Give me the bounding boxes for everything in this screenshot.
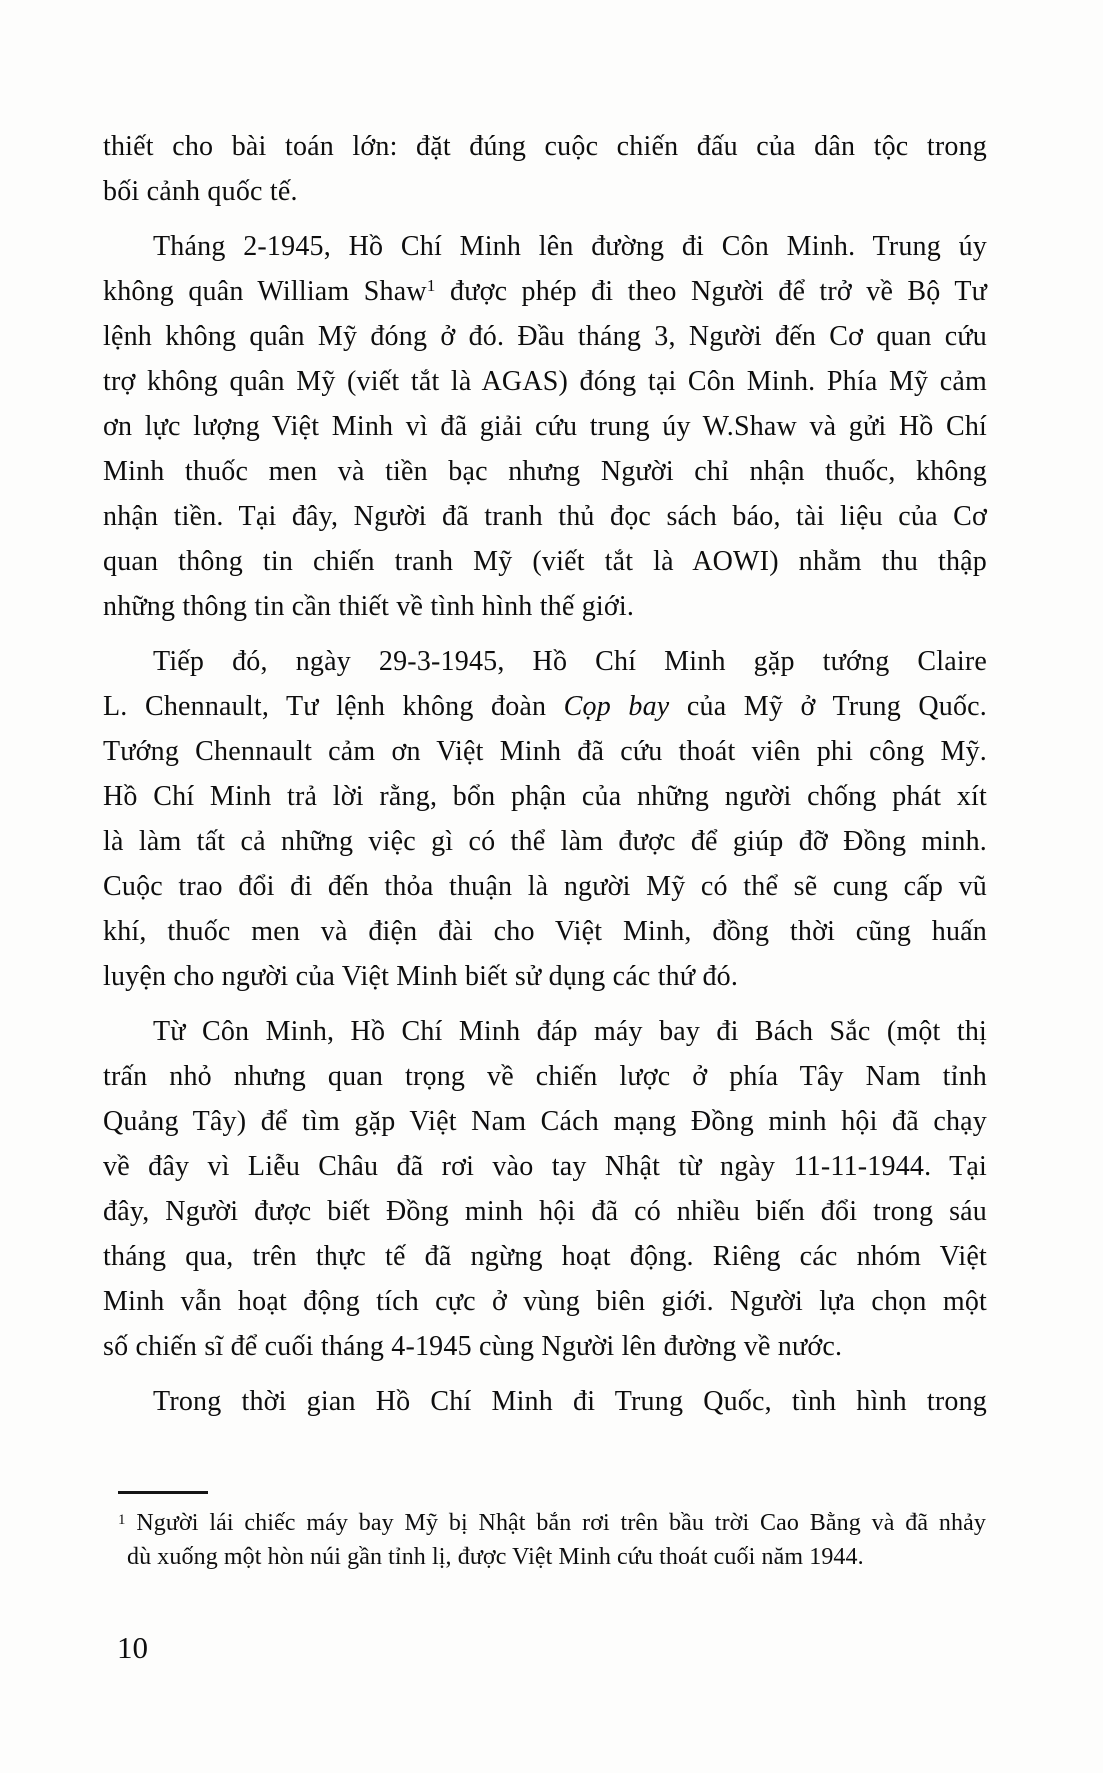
text-line <box>103 539 987 584</box>
text-segment: Người lái chiếc máy bay Mỹ bị Nhật bắn rơi trên bầu trời Cao Bằng và đã nhảy <box>125 1510 986 1536</box>
text-segment: tháng qua, trên thực tế đã ngừng hoạt động. Riêng các nhóm Việt <box>103 1241 987 1272</box>
text-line <box>103 1234 987 1279</box>
text-line <box>103 269 987 314</box>
text-segment: L. Chennault, Tư lệnh không đoàn <box>103 691 564 722</box>
body-paragraph <box>103 124 987 214</box>
text-segment: của Mỹ ở Trung Quốc. <box>669 691 987 722</box>
text-line <box>103 124 987 169</box>
text-segment: Cuộc trao đổi đi đến thỏa thuận là người Mỹ có thể sẽ cung cấp vũ <box>103 871 987 902</box>
text-segment: Tiếp đó, ngày 29-3-1945, Hồ Chí Minh gặp tướng Claire <box>153 646 987 677</box>
text-line <box>103 774 987 819</box>
text-segment: Minh vẫn hoạt động tích cực ở vùng biên giới. Người lựa chọn một <box>103 1286 987 1317</box>
text-line <box>103 1279 987 1324</box>
text-line <box>103 1099 987 1144</box>
text-line <box>103 449 987 494</box>
text-line <box>103 359 987 404</box>
text-segment: trấn nhỏ nhưng quan trọng về chiến lược ở phía Tây Nam tỉnh <box>103 1061 987 1092</box>
footnote <box>118 1506 986 1574</box>
text-segment: quan thông tin chiến tranh Mỹ (viết tắt là AOWI) nhằm thu thập <box>103 546 987 577</box>
text-line <box>103 1144 987 1189</box>
text-segment: Từ Côn Minh, Hồ Chí Minh đáp máy bay đi Bách Sắc (một thị <box>153 1016 987 1047</box>
text-line <box>103 729 987 774</box>
text-line <box>103 954 987 999</box>
footnote-line <box>118 1506 986 1540</box>
text-line <box>103 314 987 359</box>
body-paragraph <box>103 224 987 629</box>
text-segment: Quảng Tây) để tìm gặp Việt Nam Cách mạng Đồng minh hội đã chạy <box>103 1106 987 1137</box>
text-segment: trợ không quân Mỹ (viết tắt là AGAS) đóng tại Côn Minh. Phía Mỹ cảm <box>103 366 987 397</box>
text-line <box>103 494 987 539</box>
text-line <box>103 1324 987 1369</box>
text-line <box>103 1009 987 1054</box>
text-segment: được phép đi theo Người để trở về Bộ Tư <box>435 276 988 307</box>
text-line <box>103 404 987 449</box>
text-segment: Trong thời gian Hồ Chí Minh đi Trung Quốc, tình hình trong <box>153 1386 987 1417</box>
footnote-line <box>118 1540 986 1574</box>
text-segment: Tháng 2-1945, Hồ Chí Minh lên đường đi Côn Minh. Trung úy <box>153 231 987 262</box>
text-segment: Minh thuốc men và tiền bạc nhưng Người chỉ nhận thuốc, không <box>103 456 987 487</box>
body-text <box>103 124 987 1424</box>
text-segment: là làm tất cả những việc gì có thể làm được để giúp đỡ Đồng minh. <box>103 826 987 857</box>
text-segment: thiết cho bài toán lớn: đặt đúng cuộc chiến đấu của dân tộc trong <box>103 131 987 162</box>
text-segment: Hồ Chí Minh trả lời rằng, bổn phận của những người chống phát xít <box>103 781 987 812</box>
body-paragraph <box>103 639 987 999</box>
text-segment: lệnh không quân Mỹ đóng ở đó. Đầu tháng 3, Người đến Cơ quan cứu <box>103 321 987 352</box>
text-line <box>103 819 987 864</box>
text-line <box>103 1054 987 1099</box>
text-line <box>103 864 987 909</box>
text-segment: về đây vì Liễu Châu đã rơi vào tay Nhật từ ngày 11-11-1944. Tại <box>103 1151 987 1182</box>
body-paragraph <box>103 1379 987 1424</box>
text-segment: bối cảnh quốc tế. <box>103 176 298 207</box>
text-line <box>103 639 987 684</box>
text-line <box>103 224 987 269</box>
text-segment: Tướng Chennault cảm ơn Việt Minh đã cứu thoát viên phi công Mỹ. <box>103 736 987 767</box>
body-paragraph <box>103 1009 987 1369</box>
text-segment: những thông tin cần thiết về tình hình thế giới. <box>103 591 635 622</box>
text-segment: ơn lực lượng Việt Minh vì đã giải cứu trung úy W.Shaw và gửi Hồ Chí <box>103 411 987 442</box>
text-segment: luyện cho người của Việt Minh biết sử dụng các thứ đó. <box>103 961 739 992</box>
italic-emphasis: Cọp bay <box>563 691 670 722</box>
text-line <box>103 169 987 214</box>
text-segment: đây, Người được biết Đồng minh hội đã có nhiều biến đổi trong sáu <box>103 1196 987 1227</box>
text-segment: dù xuống một hòn núi gần tỉnh lị, được Việt Minh cứu thoát cuối năm 1944. <box>127 1544 864 1570</box>
footnote-divider <box>118 1491 208 1494</box>
footnote-reference-marker: 1 <box>426 276 436 295</box>
text-segment: nhận tiền. Tại đây, Người đã tranh thủ đọc sách báo, tài liệu của Cơ <box>103 501 987 532</box>
footnote-reference-marker: 1 <box>118 1512 126 1528</box>
text-segment: không quân William Shaw <box>103 276 427 307</box>
text-line <box>103 1189 987 1234</box>
text-line <box>103 1379 987 1424</box>
text-line <box>103 584 987 629</box>
page-number: 10 <box>117 1630 148 1665</box>
text-segment: số chiến sĩ để cuối tháng 4-1945 cùng Người lên đường về nước. <box>103 1331 843 1362</box>
text-segment: khí, thuốc men và điện đài cho Việt Minh, đồng thời cũng huấn <box>103 916 987 947</box>
text-line <box>103 909 987 954</box>
text-line <box>103 684 987 729</box>
